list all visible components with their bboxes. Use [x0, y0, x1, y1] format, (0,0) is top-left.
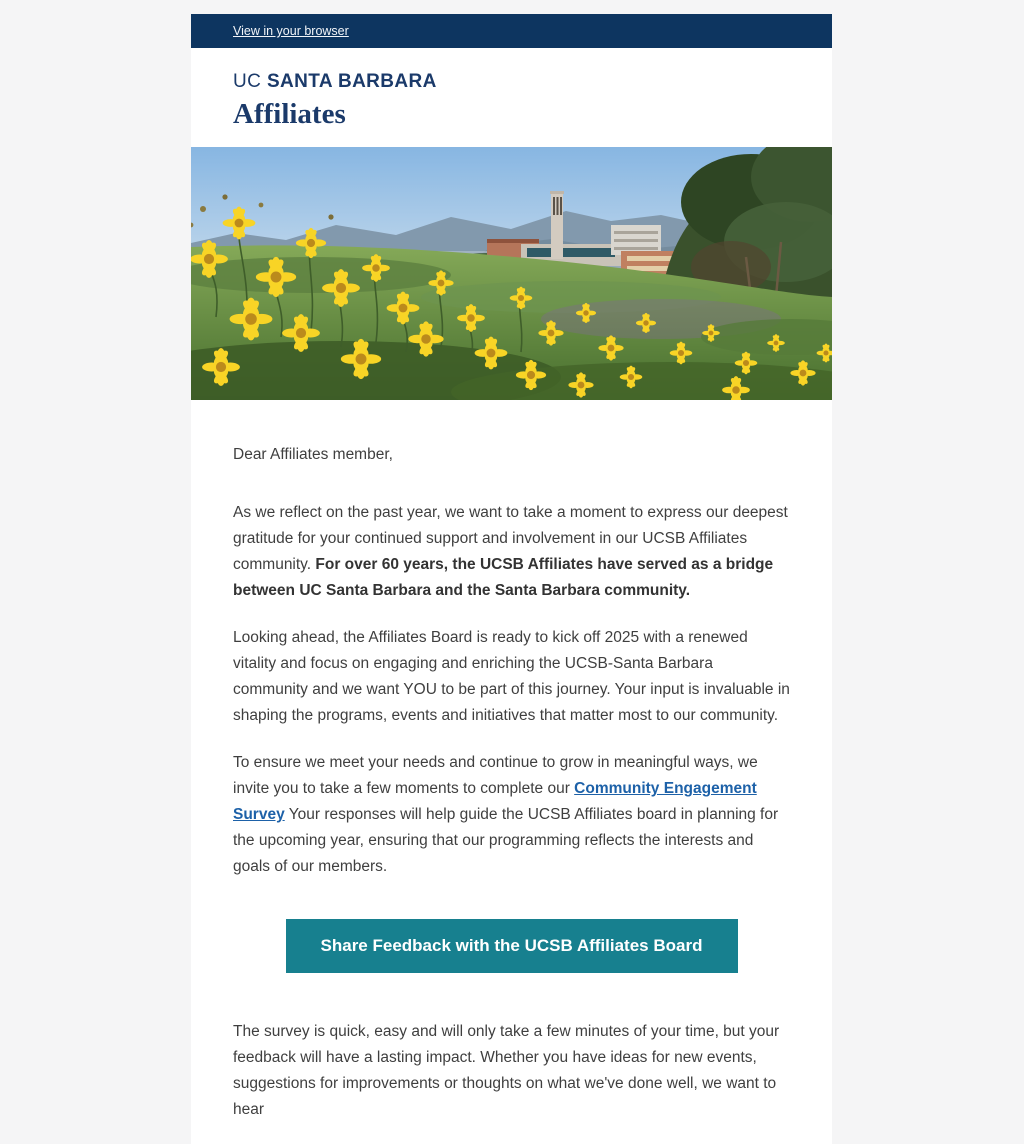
- greeting: Dear Affiliates member,: [233, 446, 393, 463]
- paragraph-gratitude: [233, 500, 790, 604]
- survey-invite-text-before: To ensure we meet your needs and continue to grow in meaningful ways, we invite you to take a few moments to complete our: [233, 754, 758, 797]
- wordmark-uc: UC: [233, 71, 262, 92]
- brand-header: [191, 48, 832, 147]
- paragraph-survey-invite: [233, 750, 790, 880]
- community-engagement-survey-link[interactable]: Community Engagement Survey: [233, 780, 757, 823]
- email-body: [191, 400, 832, 1123]
- share-feedback-button[interactable]: Share Feedback with the UCSB Affiliates Board: [286, 919, 738, 973]
- preheader-bar: [191, 14, 832, 48]
- hero-image-campus-wildflowers: [191, 147, 832, 400]
- affiliates-title: Affiliates: [233, 98, 346, 130]
- paragraph-gratitude-bold: For over 60 years, the UCSB Affiliates have served as a bridge between UC Santa Barbara and the Santa Barbara community.: [233, 556, 774, 599]
- paragraph-survey-details: The survey is quick, easy and will only take a few minutes of your time, but your feedback will have a lasting impact. Whether you have ideas for new events, suggestions for improvements or thoughts on what we've done well, we want to hear: [233, 1023, 780, 1118]
- paragraph-gratitude-text: As we reflect on the past year, we want to take a moment to express our deepest gratitude for your continued support and involvement in our UCSB Affiliates community.: [233, 504, 788, 573]
- paragraph-looking-ahead: Looking ahead, the Affiliates Board is ready to kick off 2025 with a renewed vitality and focus on engaging and enriching the UCSB-Santa Barbara community and we want YOU to be part of this journey. Your input is invaluable in shaping the programs, events and initiatives that matter most to our community.: [233, 629, 790, 724]
- survey-invite-text-after: Your responses will help guide the UCSB Affiliates board in planning for the upcoming year, ensuring that our programming reflects the interests and goals of our members.: [233, 806, 779, 875]
- ucsb-wordmark: [233, 70, 790, 93]
- hero-illustration: [191, 147, 832, 400]
- email-container: [191, 14, 832, 1144]
- cta-container: [233, 919, 790, 973]
- wordmark-campus: SANTA BARBARA: [266, 71, 437, 92]
- view-in-browser-link[interactable]: View in your browser: [233, 24, 349, 38]
